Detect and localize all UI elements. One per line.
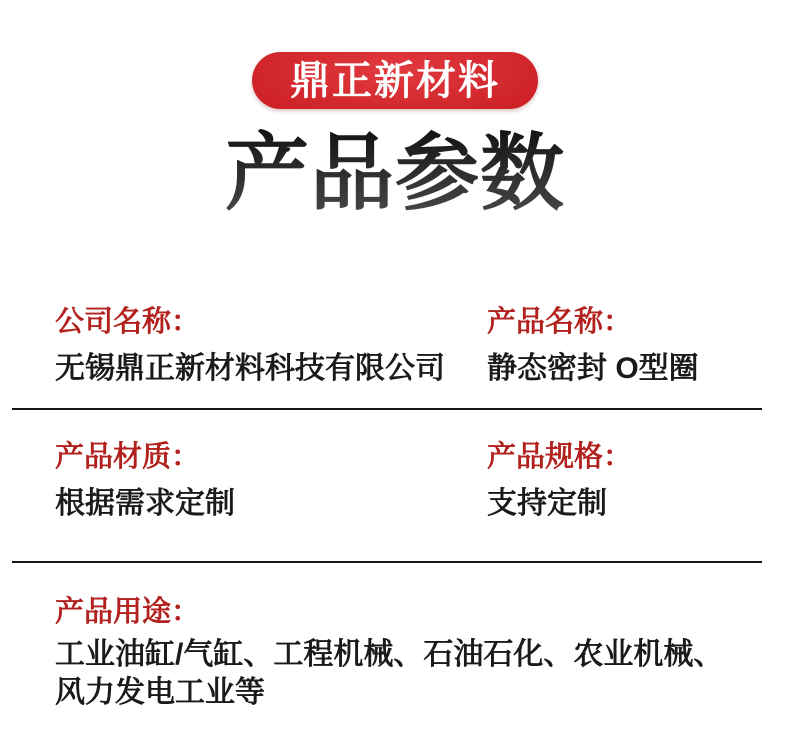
product-material-value: 根据需求定制 bbox=[55, 487, 235, 520]
product-material-cell bbox=[55, 441, 475, 522]
product-spec-value: 支持定制 bbox=[487, 487, 607, 520]
section-divider-2 bbox=[12, 561, 762, 563]
company-name-label: 公司名称： bbox=[55, 306, 201, 338]
section-divider-1 bbox=[12, 408, 762, 410]
company-name-cell bbox=[55, 306, 475, 387]
brand-badge bbox=[252, 52, 538, 109]
product-usage-label: 产品用途： bbox=[55, 596, 201, 628]
product-name-cell bbox=[487, 306, 777, 387]
product-usage-line-2: 风力发电工业等 bbox=[55, 676, 265, 709]
product-usage-value bbox=[55, 636, 755, 712]
product-spec-label: 产品规格： bbox=[487, 441, 633, 473]
product-name-label: 产品名称： bbox=[487, 306, 633, 338]
page-title: 产品参数 bbox=[0, 124, 790, 223]
product-usage-line-1: 工业油缸/气缸、工程机械、石油石化、农业机械、 bbox=[55, 638, 724, 671]
product-name-value: 静态密封 O型圈 bbox=[487, 352, 699, 385]
product-material-label: 产品材质： bbox=[55, 441, 201, 473]
company-name-value: 无锡鼎正新材料科技有限公司 bbox=[55, 352, 445, 385]
brand-badge-label: 鼎正新材料 bbox=[290, 58, 500, 103]
product-spec-cell bbox=[487, 441, 777, 522]
